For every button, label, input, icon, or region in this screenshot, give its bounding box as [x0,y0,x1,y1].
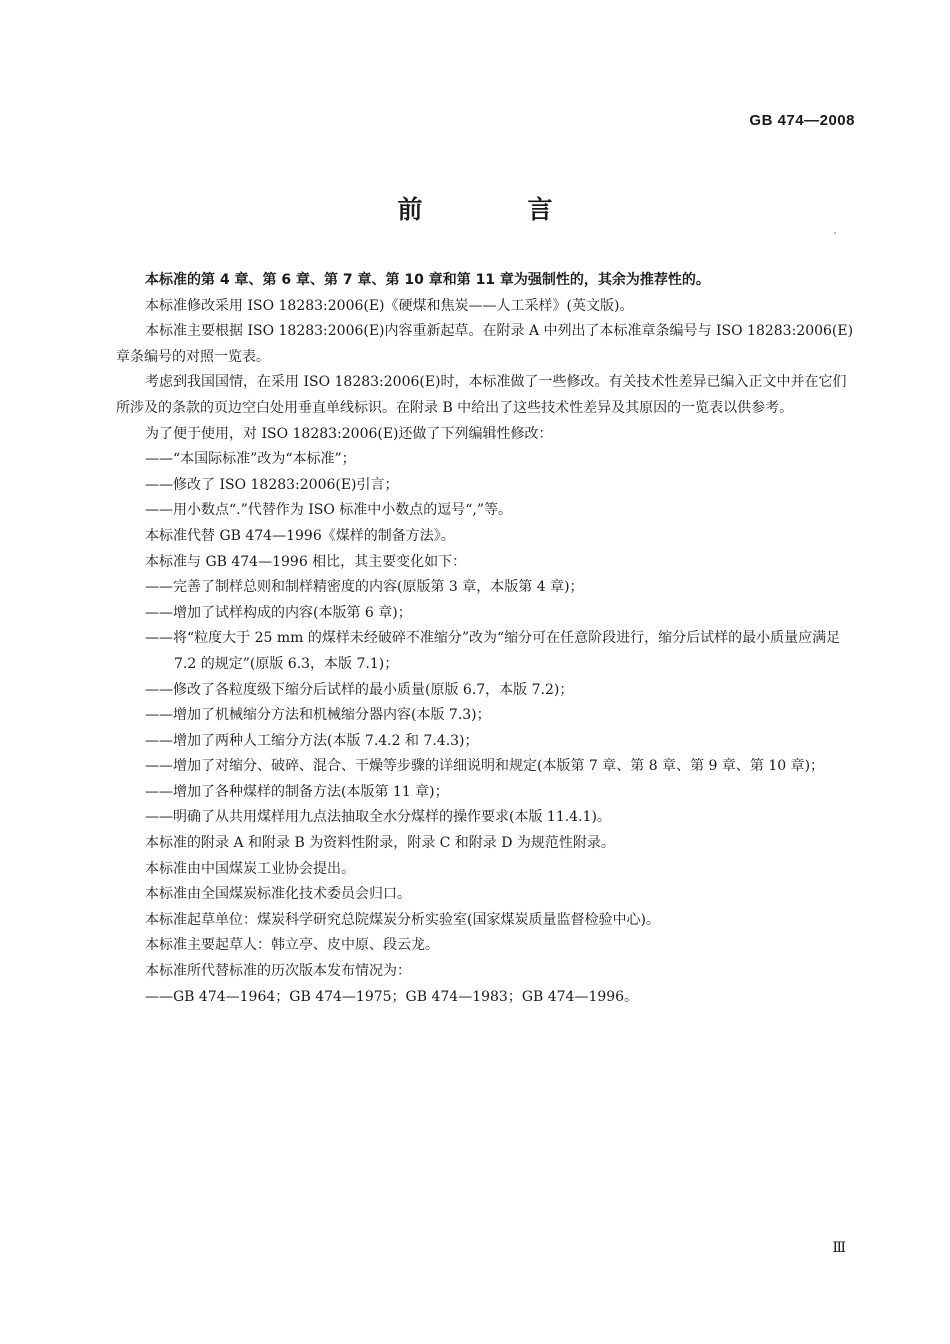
list-item: ——“本国际标准”改为“本标准”； [145,451,356,468]
list-item: ——修改了各粒度级下缩分后试样的最小质量(原版 6.7，本版 7.2)； [145,681,574,698]
list-item: ——增加了各种煤样的制备方法(本版第 11 章)； [145,783,449,800]
page-number: Ⅲ [832,1240,846,1256]
list-item: ——明确了从共用煤样用九点法抽取全水分煤样的操作要求(本版 11.4.1)。 [145,809,611,826]
paragraph: 本标准由中国煤炭工业协会提出。 [145,860,355,877]
paragraph: 考虑到我国国情，在采用 ISO 18283:2006(E)时，本标准做了一些修改。有关技术性差异已编入正文中并在它们所涉及的条款的页边空白处用垂直单线标识。在附录 B 中给出了这些技术性差异及其原因的一览表以供参考。 [116,374,847,416]
paragraph: 本标准所代替标准的历次版本发布情况为： [145,963,411,980]
scan-speck [834,232,836,234]
list-item: ——完善了制样总则和制样精密度的内容(原版第 3 章，本版第 4 章)； [145,579,584,596]
list-item: ——将“粒度大于 25 mm 的煤样未经破碎不准缩分”改为“缩分可在任意阶段进行，缩分后试样的最小质量应满足 7.2 的规定”(原版 6.3，本版 7.1)； [145,630,841,672]
paragraph: 本标准主要起草人：韩立亭、皮中原、段云龙。 [145,937,439,954]
page-title: 前 言 [397,195,593,224]
list-item: ——GB 474—1964；GB 474—1975；GB 474—1983；GB 474—1996。 [145,988,639,1005]
list-item: ——增加了两种人工缩分方法(本版 7.4.2 和 7.4.3)； [145,732,479,749]
list-item: ——用小数点“.”代替作为 ISO 标准中小数点的逗号“,”等。 [145,502,513,519]
list-item: ——增加了试样构成的内容(本版第 6 章)； [145,604,412,621]
foreword-body [116,268,856,1010]
paragraph: 本标准与 GB 474—1996 相比，其主要变化如下： [145,553,467,570]
list-item: ——修改了 ISO 18283:2006(E)引言； [145,476,399,493]
paragraph: 本标准主要根据 ISO 18283:2006(E)内容重新起草。在附录 A 中列出了本标准章条编号与 ISO 18283:2006(E)章条编号的对照一览表。 [116,323,854,365]
list-item: ——增加了机械缩分方法和机械缩分器内容(本版 7.3)； [145,707,491,724]
paragraph: 本标准起草单位：煤炭科学研究总院煤炭分析实验室(国家煤炭质量监督检验中心)。 [145,911,660,928]
paragraph: 本标准代替 GB 474—1996《煤样的制备方法》。 [145,527,455,544]
paragraph: 本标准修改采用 ISO 18283:2006(E)《硬煤和焦炭——人工采样》(英文版)。 [145,297,634,314]
paragraph: 本标准由全国煤炭标准化技术委员会归口。 [145,886,411,903]
paragraph: 本标准的附录 A 和附录 B 为资料性附录，附录 C 和附录 D 为规范性附录。 [145,835,615,852]
list-item: ——增加了对缩分、破碎、混合、干燥等步骤的详细说明和规定(本版第 7 章、第 8 章、第 9 章、第 10 章)； [145,758,825,775]
paragraph: 本标准的第 4 章、第 6 章、第 7 章、第 10 章和第 11 章为强制性的，其余为推荐性的。 [145,272,710,288]
standard-code: GB 474—2008 [749,112,855,129]
paragraph: 为了便于使用，对 ISO 18283:2006(E)还做了下列编辑性修改： [145,425,553,442]
